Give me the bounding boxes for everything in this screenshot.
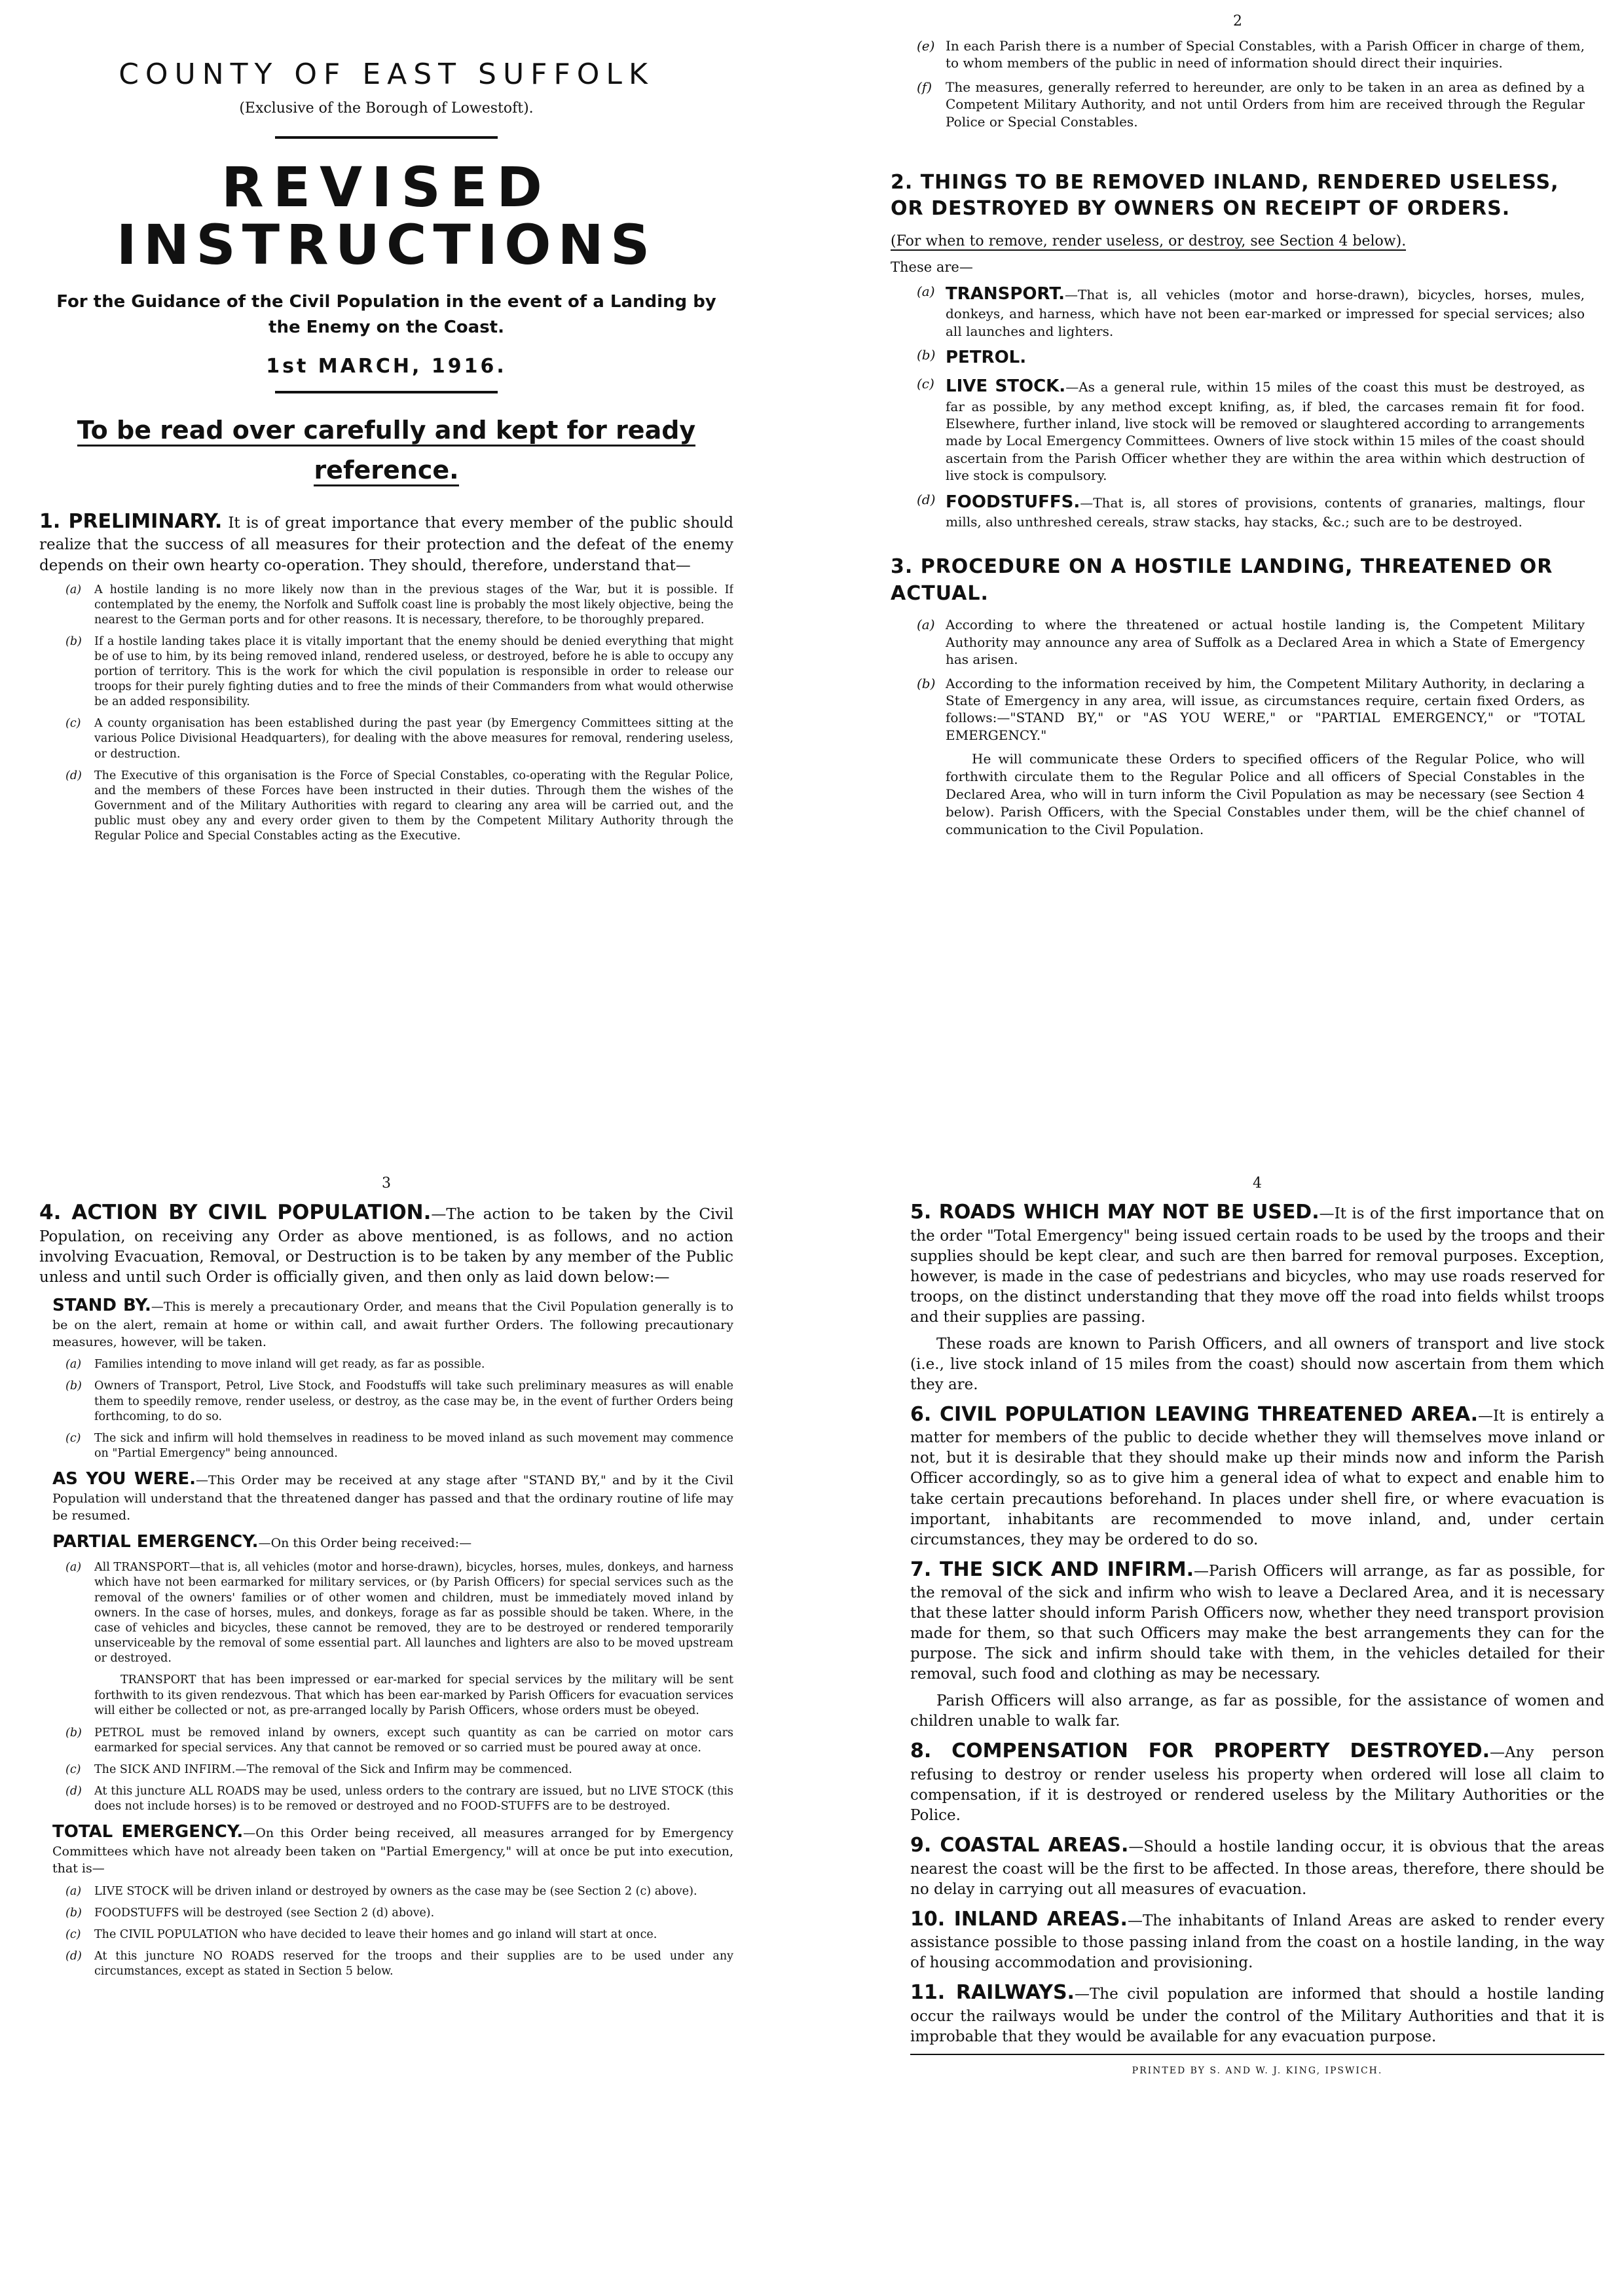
stand-by xyxy=(52,1294,733,1351)
item-text: All TRANSPORT—that is, all vehicles (motor and horse-drawn), bicycles, horses, mules, donkeys, and harness which have not been earmarked for military services, or (by Parish Officers) for special services such as the removal of the owners' families or of other women and children, must be immediately moved inland by owners. In the case of horses, mules, and donkeys, forage as far as possible should be taken. Where, in the case of vehicles and bicycles, these cannot be removed, they are to be destroyed or rendered temporarily unserviceable by the removal of some essential part. All launches and lighters are also to be moved upstream or destroyed. xyxy=(94,1561,733,1665)
item-label: (a) xyxy=(65,583,82,596)
list-item xyxy=(917,675,1585,744)
page-number: 3 xyxy=(382,1175,391,1192)
transport-paragraph: TRANSPORT that has been impressed or ear-marked for special services by the military will be sent forthwith to its given rendezvous. That which has been ear-marked by Parish Officers for evacuation services will either be collected or not, as pre-arranged locally by Parish Officers, whose orders must be obeyed. xyxy=(94,1673,733,1718)
item-label: (b) xyxy=(65,1906,82,1920)
list-item xyxy=(917,491,1585,531)
item-text: According to where the threatened or actual hostile landing is, the Competent Military Authority may announce any area of Suffolk as a Declared Area in which a State of Emergency has arisen. xyxy=(946,617,1585,668)
section-1-heading: 1. PRELIMINARY. xyxy=(39,509,223,533)
page-4 xyxy=(910,1175,1604,2275)
item-label: (a) xyxy=(65,1561,82,1575)
stand-by-body: —This is merely a precautionary Order, and means that the Civil Population generally is to be on the alert, remain at home or within call, and await further Orders. The following precautionary measures, however, will be taken. xyxy=(52,1299,733,1349)
section-7-body: —Parish Officers will arrange, as far as possible, for the removal of the sick and infirm who wish to leave a Declared Area, and it is necessary that these latter should inform Parish Officers now, whether they need transport provision made for them, so that such Officers may make the best arrangements they can for the purpose. The sick and infirm should take with them, in the vehicles detailed for their removal, such food and clothing as may be necessary. xyxy=(910,1562,1604,1683)
list-item xyxy=(65,1884,733,1899)
item-text: —As a general rule, within 15 miles of the coast this must be destroyed, as far as possible, by any method except knifing, as, if bled, the carcases remain fit for food. Elsewhere, further inland, live stock will be removed or slaughtered according to arrangements made by Local Emergency Committees. Owners of live stock within 15 miles of the coast should ascertain from the Parish Officer whether they are within the area within which destruction of live stock is compulsory. xyxy=(946,379,1585,484)
item-heading: LIVE STOCK. xyxy=(946,376,1066,397)
list-item xyxy=(917,283,1585,340)
item-text: According to the information received by him, the Competent Military Authority, in declaring a State of Emergency in any area, will issue, as circumstances require, certain fixed Orders, as follows:—"STAND BY," or "AS YOU WERE," or "PARTIAL EMERGENCY," or "TOTAL EMERGENCY." xyxy=(946,675,1585,743)
section-6 xyxy=(910,1402,1604,1550)
item-text: Owners of Transport, Petrol, Live Stock, and Foodstuffs will take such preliminary measures as will enable them to speedily remove, render useless, or destroy, as the case may be, in the event of further Orders being forthcoming, to do so. xyxy=(94,1379,733,1423)
as-you-were xyxy=(52,1468,733,1524)
item-label: (a) xyxy=(65,1358,82,1372)
item-label: (e) xyxy=(917,38,935,54)
section-8-body: —Any person refusing to destroy or render useless his property when ordered will lose all claim to compensation, if it is destroyed or rendered useless by the Military Authorities or the Police. xyxy=(910,1744,1604,1825)
divider xyxy=(910,2054,1604,2055)
section-9-heading: 9. COASTAL AREAS. xyxy=(910,1834,1129,1857)
list-item xyxy=(65,1784,733,1814)
item-text: PETROL must be removed inland by owners, except such quantity as can be carried on motor cars earmarked for special services. Any that cannot be removed or so carried must be poured away at once. xyxy=(94,1726,733,1755)
section-10-heading: 10. INLAND AREAS. xyxy=(910,1907,1128,1931)
item-text: —That is, all vehicles (motor and horse-drawn), bicycles, horses, mules, donkeys, and harness, which have not been ear-marked or impressed for special services; also all launches and lighters. xyxy=(946,286,1585,339)
section-3-paragraph: He will communicate these Orders to specified officers of the Regular Police, who will forthwith circulate them to the Regular Police and all officers of Special Constables in the Declared Area, who will in turn inform the Civil Population as may be necessary (see Section 4 below). Parish Officers, with the Special Constables under them, will be the chief channel of communication to the Civil Population. xyxy=(946,751,1585,838)
item-text: If a hostile landing takes place it is vitally important that the enemy should be denied everything that might be of use to him, by its being removed inland, rendered useless, or destroyed, before he is able to occupy any portion of territory. This is the work for which the civil population is responsible in order to release our troops for their purely fighting duties and to free the minds of their Commanders from what would otherwise be an added responsibility. xyxy=(94,634,733,709)
printer-imprint: PRINTED BY S. AND W. J. KING, IPSWICH. xyxy=(1132,2065,1383,2076)
item-label: (d) xyxy=(917,491,936,507)
county-heading: COUNTY OF EAST SUFFOLK xyxy=(119,58,654,91)
item-text: Families intending to move inland will get ready, as far as possible. xyxy=(94,1358,485,1372)
item-label: (a) xyxy=(65,1884,82,1898)
item-text: —That is, all stores of provisions, contents of granaries, maltings, flour mills, also unthreshed cereals, straw stacks, hay stacks, &c.; such are to be destroyed. xyxy=(946,494,1585,530)
item-text: FOODSTUFFS will be destroyed (see Section 2 (d) above). xyxy=(94,1906,435,1920)
divider xyxy=(275,136,498,139)
section-11-body: —The civil population are informed that should a hostile landing occur the railways would be under the control of the Military Authorities and that it is improbable that they would be available for any evacuation purpose. xyxy=(910,1986,1604,2045)
list-item xyxy=(65,716,733,761)
partial-emergency-body: —On this Order being received:— xyxy=(258,1536,472,1551)
section-7 xyxy=(910,1557,1604,1685)
section-8 xyxy=(910,1738,1604,1826)
list-item xyxy=(65,1762,733,1777)
section-5-body: —It is of the first importance that on the order "Total Emergency" being issued certain roads to be used by the troops and their supplies should be kept clear, and such are then barred for removal purposes. Exception, however, is made in the case of pedestrians and bicycles, who may use roads reserved for troops, on the distinct understanding that they move off the road into fields whilst troops and their supplies are passing. xyxy=(910,1205,1604,1326)
list-item xyxy=(917,375,1585,484)
list-item xyxy=(65,634,733,710)
section-6-heading: 6. CIVIL POPULATION LEAVING THREATENED AREA. xyxy=(910,1402,1479,1426)
total-emergency-body: —On this Order being received, all measures arranged for by Emergency Committees which have not already been taken on "Partial Emergency," will at once be put into execution, that is— xyxy=(52,1826,733,1876)
item-label: (d) xyxy=(65,769,82,782)
item-label: (a) xyxy=(917,617,935,633)
item-label: (c) xyxy=(917,376,934,392)
item-text: The measures, generally referred to hereunder, are only to be taken in an area as defined by a Competent Military Authority, and not until Orders from him are received through the Regular Police or Special Constables. xyxy=(946,79,1585,130)
section-3-heading: 3. PROCEDURE ON A HOSTILE LANDING, THREATENED OR ACTUAL. xyxy=(891,555,1553,605)
divider xyxy=(275,391,498,393)
item-text: At this juncture ALL ROADS may be used, unless orders to the contrary are issued, but no LIVE STOCK (this does not include horses) is to be removed or destroyed and no FOOD-STUFFS are to be destroyed. xyxy=(94,1785,733,1813)
section-2-note xyxy=(891,232,1585,251)
list-item xyxy=(917,616,1585,668)
title-revised: REVISED xyxy=(221,155,551,219)
exclusive-note: (Exclusive of the Borough of Lowestoft). xyxy=(239,100,534,117)
section-4-body: —The action to be taken by the Civil Population, on receiving any Order as above mentioned, is as follows, and no action involving Evacuation, Removal, or Destruction is to be taken by any member of the Public unless and until such Order is officially given, and then only as laid down below:— xyxy=(39,1206,733,1286)
section-1 xyxy=(39,509,733,576)
item-label: (b) xyxy=(917,675,936,691)
section-2-note-text: (For when to remove, render useless, or destroy, see Section 4 below). xyxy=(891,232,1407,249)
item-text: In each Parish there is a number of Special Constables, with a Parish Officer in charge of them, to whom members of the public in need of information should direct their inquiries. xyxy=(946,38,1585,71)
as-you-were-body: —This Order may be received at any stage after "STAND BY," and by it the Civil Population will understand that the threatened danger has passed and that the ordinary routine of life may be resumed. xyxy=(52,1472,733,1523)
list-item xyxy=(65,1357,733,1372)
section-7-paragraph: Parish Officers will also arrange, as far as possible, for the assistance of women and children unable to walk far. xyxy=(910,1692,1604,1730)
section-10-body: —The inhabitants of Inland Areas are asked to render every assistance possible to those passing inland from the coast on a hostile landing, in the way of housing accommodation and provisioning. xyxy=(910,1912,1604,1972)
item-label: (a) xyxy=(917,283,935,299)
list-item xyxy=(917,79,1585,130)
item-label: (c) xyxy=(65,1927,81,1941)
list-item xyxy=(65,769,733,844)
section-7-heading: 7. THE SICK AND INFIRM. xyxy=(910,1558,1194,1581)
page-number: 4 xyxy=(1253,1175,1262,1192)
page-number: 2 xyxy=(1233,13,1242,29)
section-5-heading: 5. ROADS WHICH MAY NOT BE USED. xyxy=(910,1201,1320,1224)
read-over-notice xyxy=(39,410,733,490)
item-text: A hostile landing is no more likely now than in the previous stages of the War, but it is possible. If contemplated by the enemy, the Norfolk and Suffolk coast line is probably the most likely objective, being the nearest to the German ports and for other reasons. It is necessary, therefore, to be thoroughly prepared. xyxy=(94,583,733,627)
section-1-body: It is of great importance that every member of the public should realize that the success of all measures for their protection and the defeat of the enemy depends on their own hearty co-operation. They should, therefore, understand that— xyxy=(39,514,733,574)
list-item xyxy=(65,1927,733,1942)
issue-date: 1st MARCH, 1916. xyxy=(266,355,507,378)
section-4 xyxy=(39,1199,733,1288)
page-1 xyxy=(39,39,733,1113)
item-label: (d) xyxy=(65,1785,82,1798)
section-11 xyxy=(910,1980,1604,2047)
item-heading: PETROL. xyxy=(946,348,1027,368)
section-9-body: —Should a hostile landing occur, it is obvious that the areas nearest the coast will be the first to be affected. In those areas, therefore, there should be no delay in carrying out all measures of evacuation. xyxy=(910,1838,1604,1898)
item-label: (c) xyxy=(65,717,81,731)
item-label: (b) xyxy=(917,347,936,363)
item-text: The SICK AND INFIRM.—The removal of the Sick and Infirm may be commenced. xyxy=(94,1763,572,1777)
section-8-heading: 8. COMPENSATION FOR PROPERTY DESTROYED. xyxy=(910,1740,1490,1763)
as-you-were-heading: AS YOU WERE. xyxy=(52,1468,196,1489)
section-10 xyxy=(910,1906,1604,1974)
list-item xyxy=(65,1379,733,1424)
list-item xyxy=(65,1431,733,1461)
list-item xyxy=(65,1949,733,1979)
item-heading: TRANSPORT. xyxy=(946,283,1065,304)
list-item xyxy=(917,346,1585,369)
item-text: LIVE STOCK will be driven inland or destroyed by owners as the case may be (see Section 2 (c) above). xyxy=(94,1884,697,1898)
section-9 xyxy=(910,1832,1604,1900)
section-4-heading: 4. ACTION BY CIVIL POPULATION. xyxy=(39,1201,432,1224)
item-text: The sick and infirm will hold themselves in readiness to be moved inland as such movement may commence on "Partial Emergency" being announced. xyxy=(94,1431,733,1460)
partial-emergency-heading: PARTIAL EMERGENCY. xyxy=(52,1532,259,1552)
read-over-text: To be read over carefully and kept for ready reference. xyxy=(77,416,695,486)
section-6-body: —It is entirely a matter for members of the public to decide whether they will themselves move inland or not, but it is desirable that they should make up their minds now and inform the Parish Officer accordingly, so as to give him a general idea of what to expect and enable him to take certain precautions beforehand. In places under shell fire, or where evacuation is important, inhabitants are recommended to move inland, and, under certain circumstances, they may be ordered to do so. xyxy=(910,1407,1604,1548)
item-text: The Executive of this organisation is the Force of Special Constables, co-operating with the Regular Police, and the members of these Forces have been instructed in their duties. Through them the wishes of the Government and of the Military Authorities with regard to clearing any area will be carried out, and the public must obey any and every order given to them by the Competent Military Authority through the Regular Police and Special Constables acting as the Executive. xyxy=(94,769,733,843)
section-5 xyxy=(910,1199,1604,1328)
item-label: (b) xyxy=(65,634,82,648)
section-11-heading: 11. RAILWAYS. xyxy=(910,1981,1075,2005)
item-heading: FOODSTUFFS. xyxy=(946,492,1080,512)
total-emergency-heading: TOTAL EMERGENCY. xyxy=(52,1822,244,1842)
list-item xyxy=(65,1560,733,1666)
list-item xyxy=(65,583,733,628)
title-instructions: INSTRUCTIONS xyxy=(116,213,657,278)
list-item xyxy=(917,37,1585,72)
item-label: (b) xyxy=(65,1726,82,1740)
page-3 xyxy=(39,1175,733,2275)
item-label: (c) xyxy=(65,1763,81,1777)
item-label: (f) xyxy=(917,79,932,95)
list-item xyxy=(65,1906,733,1921)
item-label: (b) xyxy=(65,1379,82,1393)
item-text: A county organisation has been established during the past year (by Emergency Committees sitting at the various Police Divisional Headquarters), for dealing with the above measures for removal, rendering useless, or destruction. xyxy=(94,717,733,761)
item-text: The CIVIL POPULATION who have decided to leave their homes and go inland will start at once. xyxy=(94,1927,657,1941)
section-2-heading: 2. THINGS TO BE REMOVED INLAND, RENDERED USELESS, OR DESTROYED BY OWNERS ON RECEIPT OF ORDERS. xyxy=(891,170,1559,221)
partial-emergency xyxy=(52,1531,733,1554)
stand-by-heading: STAND BY. xyxy=(52,1295,151,1315)
item-text: At this juncture NO ROADS reserved for the troops and their supplies are to be used under any circumstances, except as stated in Section 5 below. xyxy=(94,1950,733,1978)
these-are: These are— xyxy=(891,259,973,275)
guidance-subtitle: For the Guidance of the Civil Population in the event of a Landing by the Enemy on the Coast. xyxy=(56,292,716,338)
item-label: (d) xyxy=(65,1950,82,1963)
list-item xyxy=(65,1726,733,1756)
page-2 xyxy=(891,13,1585,1126)
section-5-paragraph: These roads are known to Parish Officers, and all owners of transport and live stock (i.e., live stock inland of 15 miles from the coast) should now ascertain from them which they are. xyxy=(910,1335,1604,1393)
item-label: (c) xyxy=(65,1431,81,1445)
total-emergency xyxy=(52,1821,733,1877)
